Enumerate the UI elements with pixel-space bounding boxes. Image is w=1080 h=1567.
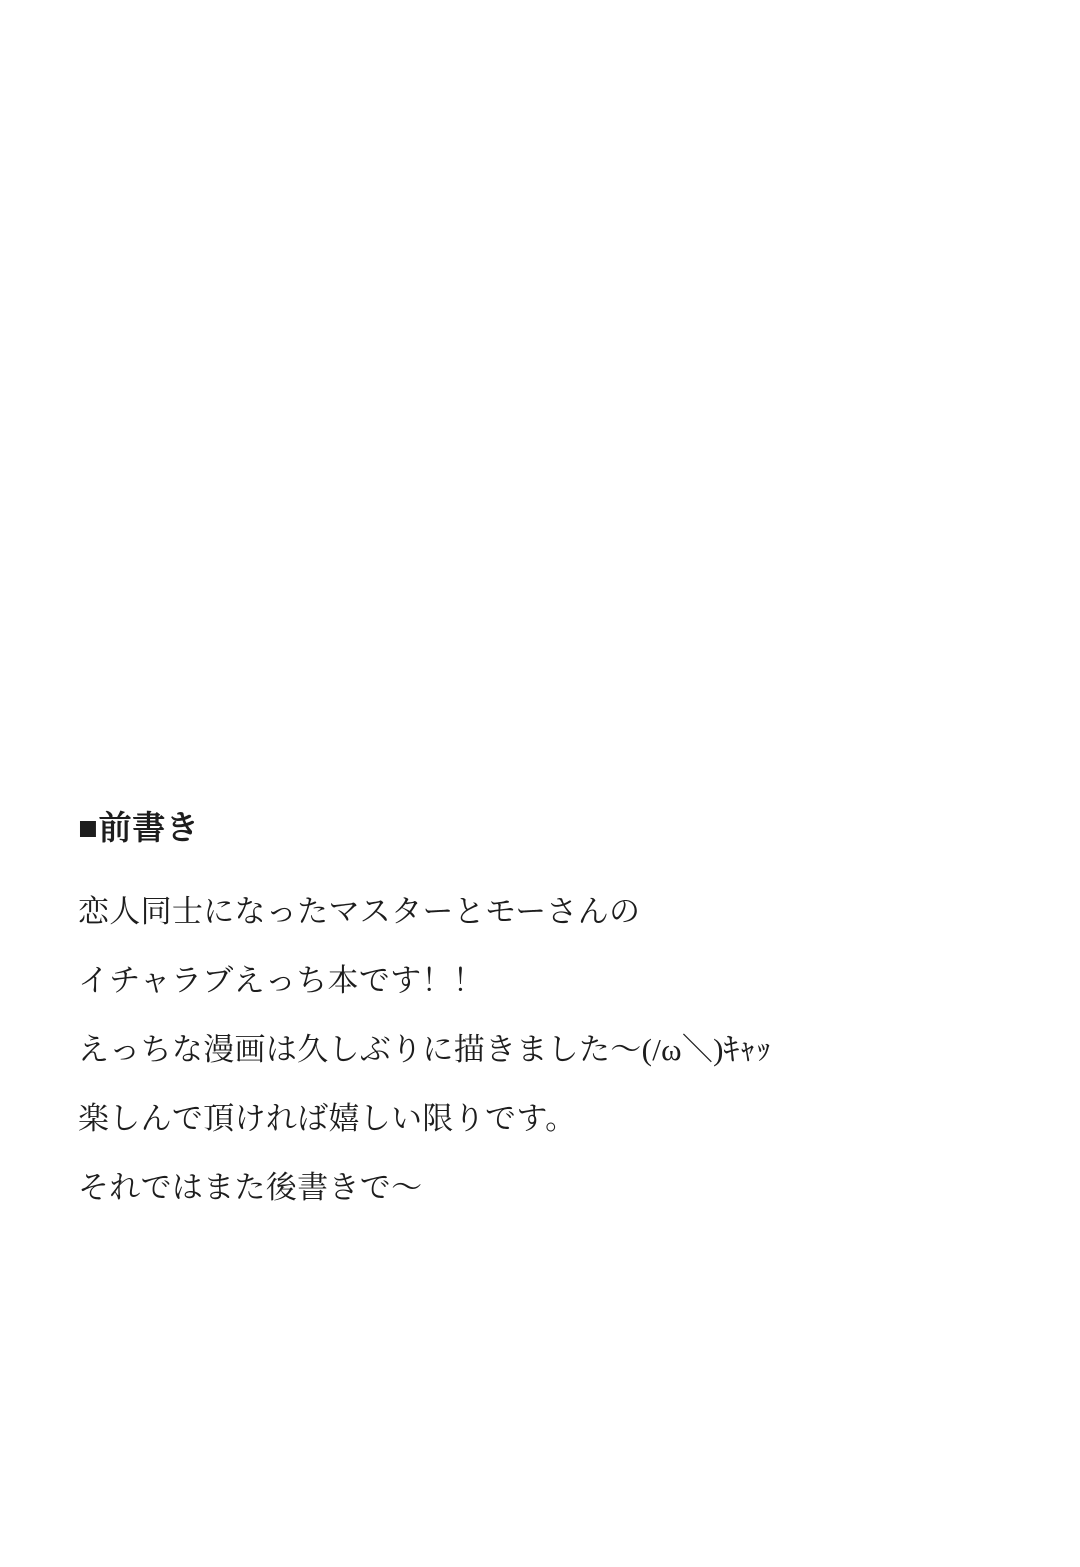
preface-line: 恋人同士になったマスターとモーさんの bbox=[78, 893, 641, 929]
preface-heading: ■前書き bbox=[78, 811, 200, 847]
preface-line: イチャラブえっち本です！！ bbox=[78, 962, 485, 998]
preface-body bbox=[78, 893, 1018, 1205]
preface-line: えっちな漫画は久しぶりに描きました〜(/ω＼)ｷｬｯ bbox=[78, 1031, 772, 1067]
page-top-margin bbox=[0, 0, 1080, 12]
preface-line: それではまた後書きで〜 bbox=[78, 1169, 423, 1205]
preface-line: 楽しんで頂ければ嬉しい限りです。 bbox=[78, 1100, 577, 1136]
preface-block bbox=[78, 810, 1018, 1203]
